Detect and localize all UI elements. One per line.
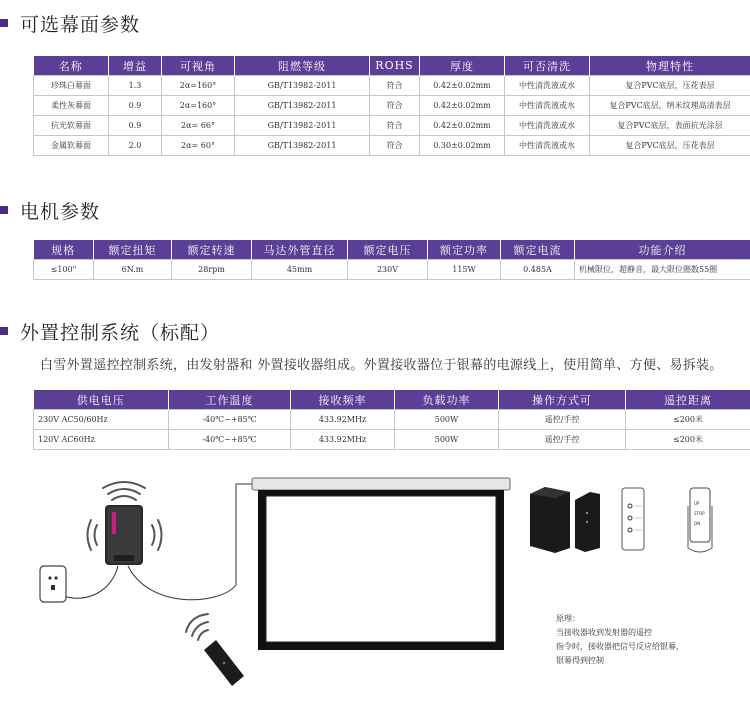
table-cell: 中性清洗液或水 — [505, 96, 590, 116]
power-cable — [60, 566, 118, 598]
table-cell: 0.42±0.02mm — [420, 116, 505, 136]
table-cell: -40℃~+85℃ — [169, 430, 291, 450]
note-line: 当接收器收到发射器的遥控 — [556, 628, 652, 637]
col-header: 额定转速 — [172, 240, 252, 260]
remote-label-down: DN — [694, 521, 701, 526]
table-cell: 0.9 — [109, 96, 162, 116]
table-cell: 符合 — [370, 116, 420, 136]
col-header: 遥控距离 — [626, 390, 750, 410]
table-cell: 0.9 — [109, 116, 162, 136]
projection-screen-icon — [252, 478, 510, 650]
wall-switch-icon — [622, 488, 644, 550]
table-cell: 28rpm — [172, 260, 252, 280]
table-cell: GB/T13982-2011 — [235, 76, 370, 96]
table-cell: 抗光软幕面 — [34, 116, 109, 136]
table-cell: 珍珠白幕面 — [34, 76, 109, 96]
col-header: 阻燃等级 — [235, 56, 370, 76]
remote-with-holder-icon — [688, 488, 712, 552]
table-cell: 2.0 — [109, 136, 162, 156]
table-cell: 复合PVC底层，表面抗光涂层 — [590, 116, 750, 136]
wall-socket-icon — [40, 566, 66, 602]
table-cell: GB/T13982-2011 — [235, 116, 370, 136]
table-cell: 0.42±0.02mm — [420, 96, 505, 116]
col-header: 操作方式可 — [499, 390, 626, 410]
remote-label-stop: STOP — [694, 511, 705, 516]
table-cell: ≤100" — [34, 260, 94, 280]
table-cell: 6N.m — [94, 260, 172, 280]
table-cell: 复合PVC底层，压花表层 — [590, 76, 750, 96]
table-cell: 柔性灰幕面 — [34, 96, 109, 116]
signal-cable — [128, 484, 258, 600]
table-cell: 120V AC60Hz — [34, 430, 169, 450]
section-title-text: 可选幕面参数 — [20, 13, 141, 36]
col-header: 供电电压 — [34, 390, 169, 410]
col-header: 增益 — [109, 56, 162, 76]
col-header: ROHS — [370, 56, 420, 76]
table-cell: 中性清洗液或水 — [505, 76, 590, 96]
table-cell: ≤200米 — [626, 430, 750, 450]
remote-control-icon — [204, 640, 244, 686]
table-cell: 遥控/手控 — [499, 430, 626, 450]
signal-wave-icon — [186, 614, 208, 640]
col-header: 物理特性 — [590, 56, 750, 76]
table-cell: 0.485A — [501, 260, 575, 280]
table-cell: 符合 — [370, 136, 420, 156]
table-cell: 433.92MHz — [291, 410, 395, 430]
col-header: 工作温度 — [169, 390, 291, 410]
note-line: 指令时，接收器把信号反应给银幕， — [556, 642, 684, 651]
table-cell: 中性清洗液或水 — [505, 136, 590, 156]
col-header: 接收频率 — [291, 390, 395, 410]
table-cell: 符合 — [370, 96, 420, 116]
table-cell: 2α= 66° — [162, 116, 235, 136]
table-cell: 0.30±0.02mm — [420, 136, 505, 156]
col-header: 可否清洗 — [505, 56, 590, 76]
col-header: 厚度 — [420, 56, 505, 76]
table-cell: 机械限位，超静音，最大限位圈数55圈 — [575, 260, 750, 280]
table-cell: GB/T13982-2011 — [235, 96, 370, 116]
table-cell: 2α=160° — [162, 96, 235, 116]
table-cell: 1.3 — [109, 76, 162, 96]
table-cell: 金属软幕面 — [34, 136, 109, 156]
receiver-box-icon — [530, 487, 600, 553]
col-header: 名称 — [34, 56, 109, 76]
col-header: 可视角 — [162, 56, 235, 76]
col-header: 马达外管直径 — [252, 240, 348, 260]
table-cell: 2α= 60° — [162, 136, 235, 156]
note-line: 原理： — [556, 614, 580, 623]
table-cell: 230V AC50/60Hz — [34, 410, 169, 430]
table-cell: ≤200米 — [626, 410, 750, 430]
principle-note — [556, 612, 684, 668]
note-line: 银幕得到控制 — [556, 656, 604, 665]
table-cell: 500W — [395, 410, 499, 430]
table-cell: 复合PVC底层，纳米纹理高清表层 — [590, 96, 750, 116]
remote-label-up: UP — [694, 501, 700, 506]
col-header: 规格 — [34, 240, 94, 260]
table-cell: 符合 — [370, 76, 420, 96]
table-cell: 2α=160° — [162, 76, 235, 96]
table-cell: 500W — [395, 430, 499, 450]
table-cell: GB/T13982-2011 — [235, 136, 370, 156]
table-cell: 45mm — [252, 260, 348, 280]
table-cell: 0.42±0.02mm — [420, 76, 505, 96]
col-header: 额定扭矩 — [94, 240, 172, 260]
section-title-text: 外置控制系统（标配） — [20, 321, 221, 344]
col-header: 功能介绍 — [575, 240, 750, 260]
receiver-icon — [105, 505, 143, 565]
table-cell: 115W — [428, 260, 501, 280]
col-header: 额定功率 — [428, 240, 501, 260]
col-header: 额定电流 — [501, 240, 575, 260]
col-header: 额定电压 — [348, 240, 428, 260]
section-title-text: 电机参数 — [20, 200, 101, 223]
col-header: 负载功率 — [395, 390, 499, 410]
table-cell: 230V — [348, 260, 428, 280]
table-cell: 433.92MHz — [291, 430, 395, 450]
table-cell: 中性清洗液或水 — [505, 116, 590, 136]
table-cell: -40℃~+85℃ — [169, 410, 291, 430]
table-cell: 复合PVC底层，压花表层 — [590, 136, 750, 156]
table-cell: 遥控/手控 — [499, 410, 626, 430]
control-system-description: 白雪外置遥控控制系统，由发射器和 外置接收器组成。外置接收器位于银幕的电源线上，使用简单、方便、易拆装。 — [40, 358, 723, 373]
